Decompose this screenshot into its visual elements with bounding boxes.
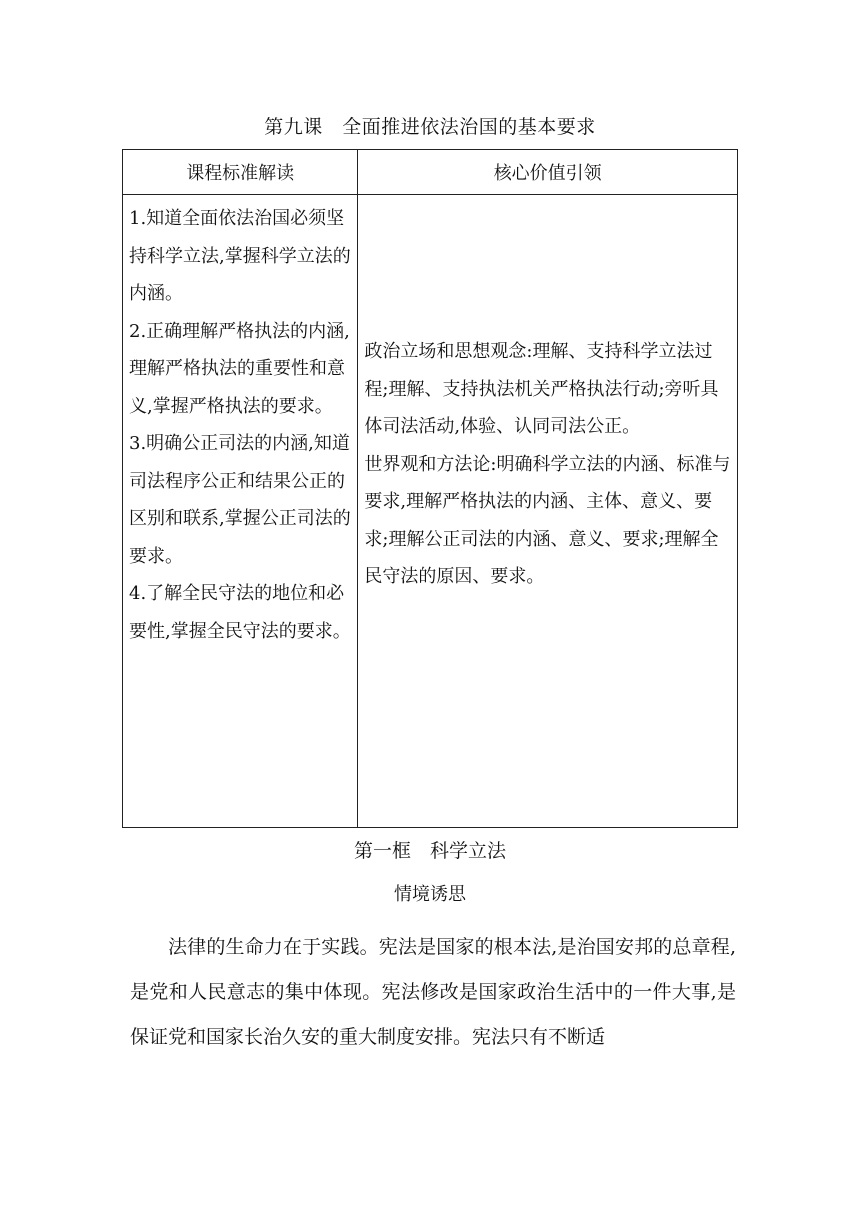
table-header-row — [123, 150, 738, 195]
table-row — [123, 195, 738, 828]
header-core-values: 核心价值引领 — [358, 150, 738, 195]
standard-item-4: 4.了解全民守法的地位和必要性,掌握全民守法的要求。 — [129, 583, 351, 642]
frame-title: 第一框 科学立法 — [353, 840, 506, 862]
core-value-worldview: 世界观和方法论:明确科学立法的内涵、标准与要求,理解严格执法的内涵、主体、意义、要求;理解公正司法的内涵、意义、要求;理解全民守法的原因、要求。 — [364, 453, 731, 587]
curriculum-standards-cell — [123, 195, 358, 828]
header-curriculum-standards: 课程标准解读 — [123, 150, 358, 195]
standard-item-2: 2.正确理解严格执法的内涵,理解严格执法的重要性和意义,掌握严格执法的要求。 — [129, 320, 350, 417]
core-value-political-stance: 政治立场和思想观念:理解、支持科学立法过程;理解、支持执法机关严格执法行动;旁听具体司法活动,体验、认同司法公正。 — [364, 341, 719, 437]
lesson-title: 第九课 全面推进依法治国的基本要求 — [264, 116, 596, 138]
curriculum-standards-table — [122, 149, 738, 828]
section-title: 情境诱思 — [394, 884, 466, 905]
standard-item-1: 1.知道全面依法治国必须坚持科学立法,掌握科学立法的内涵。 — [129, 208, 351, 304]
core-values-cell — [358, 195, 738, 828]
body-paragraph: 法律的生命力在于实践。宪法是国家的根本法,是治国安邦的总章程,是党和人民意志的集中体现。宪法修改是国家政治生活中的一件大事,是保证党和国家长治久安的重大制度安排。宪法只有不断适 — [130, 936, 736, 1048]
standard-item-3: 3.明确公正司法的内涵,知道司法程序公正和结果公正的区别和联系,掌握公正司法的要求。 — [129, 433, 351, 567]
